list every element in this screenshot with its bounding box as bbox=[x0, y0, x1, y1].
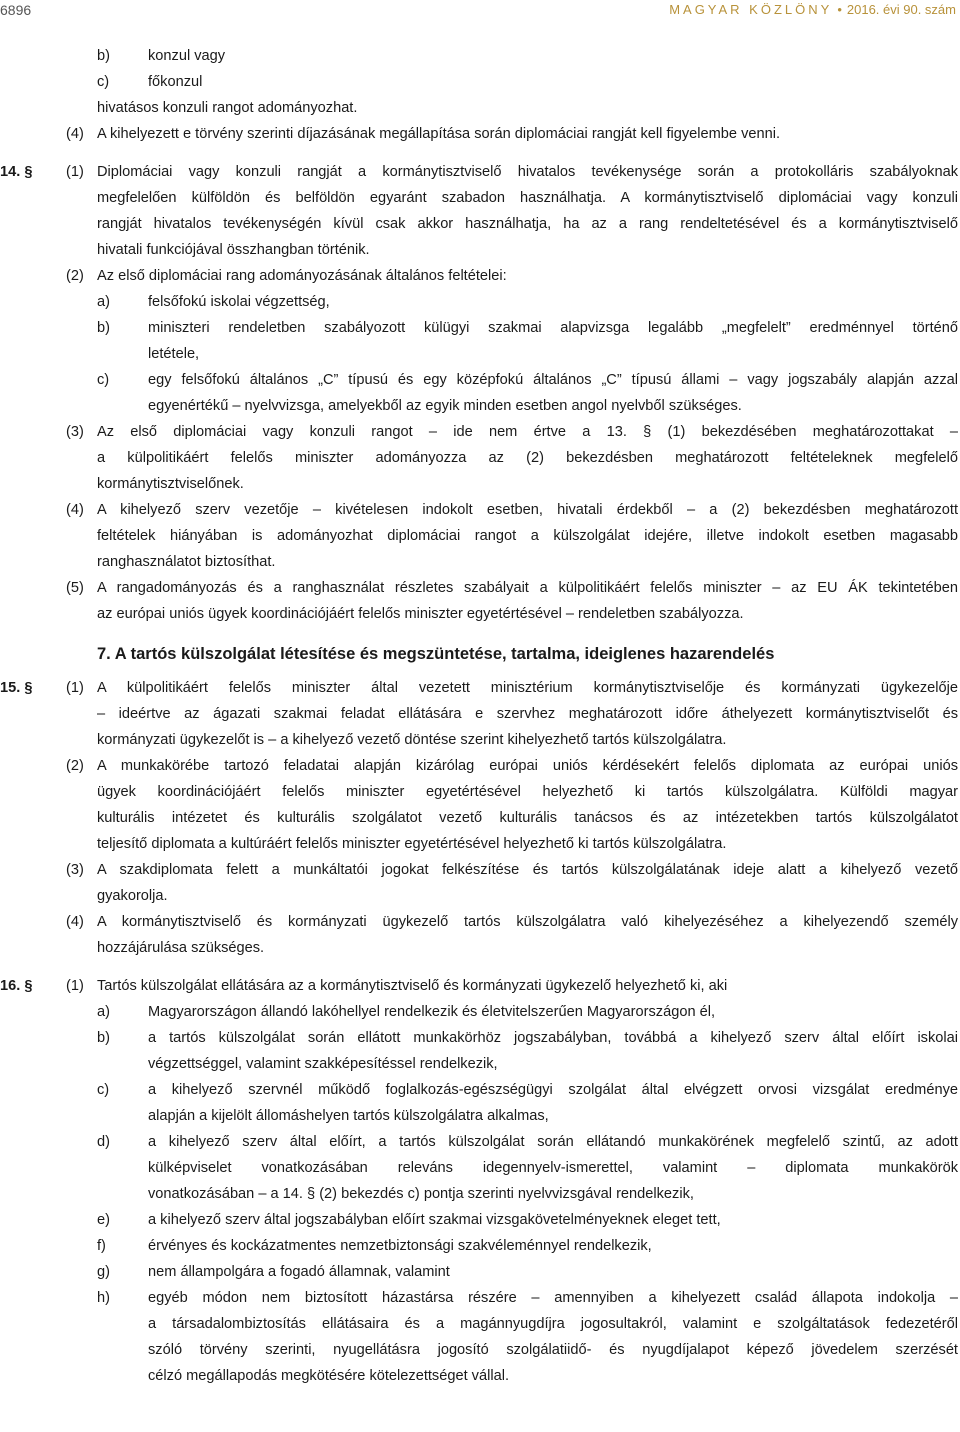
paragraph bbox=[0, 575, 958, 601]
text-line bbox=[0, 935, 958, 961]
item-text: egyenértékű – nyelvvizsga, amelyekből az egyik minden esetben angol nyelvből szükséges. bbox=[148, 398, 742, 414]
section-number: 14. § bbox=[0, 164, 33, 180]
list-item bbox=[0, 1129, 958, 1155]
paragraph-text: Az első diplomáciai vagy konzuli rangot – ide nem értve a 13. § (1) bekezdésében meghatározottakat – bbox=[97, 424, 958, 440]
paragraph-text: hivatásos konzuli rangot adományozhat. bbox=[97, 100, 358, 116]
item-letter: d) bbox=[97, 1134, 110, 1150]
document-body bbox=[0, 43, 958, 1389]
paragraph-text: kormányzati ügykezelőt is – a kihelyező vezető döntése szerint kihelyezhető tartós külszolgálatra. bbox=[97, 732, 727, 748]
paragraph bbox=[0, 753, 958, 779]
paragraph-text: ranghasználatot biztosíthat. bbox=[97, 554, 276, 570]
paragraph-text: teljesítő diplomata a kultúráért felelős miniszter egyetértésével helyezhető ki tartós külszolgálatra. bbox=[97, 836, 727, 852]
item-letter: a) bbox=[97, 294, 110, 310]
page-number: 6896 bbox=[0, 2, 32, 18]
item-text: Magyarországon állandó lakóhellyel rendelkezik és életvitelszerűen Magyarországon él, bbox=[148, 1004, 716, 1020]
list-item bbox=[0, 43, 958, 69]
item-text: letétele, bbox=[148, 346, 200, 362]
item-letter: c) bbox=[97, 1082, 110, 1098]
text-line bbox=[0, 727, 958, 753]
item-text: szóló törvény szerinti, nyugellátásra jogosító szolgálatiidő- és nyugdíjalapot képező jövedelem szerzését bbox=[148, 1342, 958, 1358]
text-line bbox=[0, 701, 958, 727]
text-line bbox=[0, 1155, 958, 1181]
item-text: főkonzul bbox=[148, 74, 203, 90]
paragraph-text: megfelelően külföldön és belföldön egyaránt szabadon használhatja. A kormánytisztviselő diplomáciai vagy konzuli bbox=[97, 190, 958, 206]
text-line bbox=[0, 1311, 958, 1337]
text-line bbox=[0, 341, 958, 367]
list-item bbox=[0, 1207, 958, 1233]
item-letter: g) bbox=[97, 1264, 110, 1280]
section-14 bbox=[0, 159, 958, 185]
item-text: a kihelyező szervnél működő foglalkozás-egészségügyi szolgálat által elvégzett orvosi vizsgálat eredménye bbox=[148, 1082, 958, 1098]
paragraph-text: – ideértve az ágazati szakmai feladat ellátására e szervhez meghatározott időre áthelyezett kormánytisztviselőt és bbox=[97, 706, 958, 722]
text-line bbox=[0, 805, 958, 831]
paragraph-text: A kihelyező szerv vezetője – kivételesen indokolt esetben, hivatali érdekből – a (2) bekezdésben meghatározott bbox=[97, 502, 958, 518]
item-letter: f) bbox=[97, 1238, 106, 1254]
item-text: konzul vagy bbox=[148, 48, 226, 64]
paragraph-text: Az első diplomáciai rang adományozásának általános feltételei: bbox=[97, 268, 507, 284]
paragraph-text: a külpolitikáért felelős miniszter adományozza az (2) bekezdésben meghatározott feltételeknek megfelelő bbox=[97, 450, 958, 466]
item-letter: c) bbox=[97, 372, 110, 388]
paragraph-number: (1) bbox=[66, 978, 84, 994]
text-line bbox=[0, 883, 958, 909]
list-item bbox=[0, 1025, 958, 1051]
item-letter: b) bbox=[97, 1030, 110, 1046]
paragraph bbox=[0, 909, 958, 935]
item-text: érvényes és kockázatmentes nemzetbiztonsági szakvéleménnyel rendelkezik, bbox=[148, 1238, 652, 1254]
paragraph-text: hozzájárulása szükséges. bbox=[97, 940, 265, 956]
text-line bbox=[0, 185, 958, 211]
paragraph bbox=[0, 497, 958, 523]
paragraph-text: feltételek hiányában is adományozhat diplomáciai rangot a külszolgálat idejére, illetve indokolt esetben magasabb bbox=[97, 528, 958, 544]
item-text: miniszteri rendeletben szabályozott külügyi szakmai alapvizsga legalább „megfelelt” eredménnyel történő bbox=[148, 320, 958, 336]
paragraph-text: ügyek koordinációjáért felelős miniszter egyetértésével helyezhető ki tartós külszolgálatra. Külföldi magyar bbox=[97, 784, 958, 800]
paragraph bbox=[0, 857, 958, 883]
item-letter: e) bbox=[97, 1212, 110, 1228]
paragraph bbox=[0, 121, 958, 147]
paragraph-text: kulturális intézetet és kulturális szolgálatot vezető kulturális tanácsos és az intézetekben tartós külszolgálatot bbox=[97, 810, 958, 826]
item-text: a kihelyező szerv által jogszabályban előírt szakmai vizsgakövetelményeknek eleget tett, bbox=[148, 1212, 721, 1228]
paragraph-number: (3) bbox=[66, 862, 84, 878]
paragraph-number: (3) bbox=[66, 424, 84, 440]
item-letter: c) bbox=[97, 74, 110, 90]
list-item bbox=[0, 1077, 958, 1103]
paragraph bbox=[0, 263, 958, 289]
paragraph-text: A külpolitikáért felelős miniszter által vezetett minisztérium kormánytisztviselője és kormányzati ügykezelője bbox=[97, 680, 958, 696]
list-item bbox=[0, 1233, 958, 1259]
bullet-separator: • bbox=[837, 2, 842, 17]
paragraph-number: (5) bbox=[66, 580, 84, 596]
paragraph-text: gyakorolja. bbox=[97, 888, 168, 904]
paragraph-number: (4) bbox=[66, 914, 84, 930]
paragraph-text: kormánytisztviselőnek. bbox=[97, 476, 244, 492]
paragraph-text: A kihelyezett e törvény szerinti díjazásának megállapítása során diplomáciai rangját kell figyelembe venni. bbox=[97, 126, 781, 142]
text-line bbox=[0, 523, 958, 549]
paragraph-number: (2) bbox=[66, 268, 84, 284]
list-item bbox=[0, 69, 958, 95]
text-line bbox=[0, 831, 958, 857]
paragraph-number: (4) bbox=[66, 502, 84, 518]
text-line bbox=[0, 1103, 958, 1129]
item-text: külképviselet vonatkozásában releváns idegennyelv-ismerettel, valamint – diplomata munkakörök bbox=[148, 1160, 958, 1176]
text-line bbox=[0, 393, 958, 419]
running-header bbox=[669, 2, 956, 17]
paragraph-number: (1) bbox=[66, 680, 84, 696]
paragraph-text: Tartós külszolgálat ellátására az a kormánytisztviselő és kormányzati ügykezelő helyezhető ki, aki bbox=[97, 978, 728, 994]
text-line bbox=[0, 1181, 958, 1207]
item-text: a kihelyező szerv által előírt, a tartós külszolgálat során ellátandó munkakörének megfelelő szintű, az adott bbox=[148, 1134, 958, 1150]
text-line bbox=[0, 1051, 958, 1077]
issue-label: 2016. évi 90. szám bbox=[846, 2, 956, 17]
list-item bbox=[0, 367, 958, 393]
paragraph-text: hivatali funkciójával összhangban történik. bbox=[97, 242, 370, 258]
item-text: a társadalombiztosítás ellátásaira és a magánnyugdíjra jogosultakról, valamint e szolgáltatások fedezetéről bbox=[148, 1316, 958, 1332]
paragraph-text: az európai uniós ügyek koordinációjáért felelős miniszter egyetértésével – rendeletben szabályozza. bbox=[97, 606, 744, 622]
item-letter: b) bbox=[97, 48, 110, 64]
item-letter: a) bbox=[97, 1004, 110, 1020]
paragraph-text: A munkakörébe tartozó feladatai alapján kizárólag európai uniós kérdésekért felelős diplomata az európai uniós bbox=[97, 758, 958, 774]
item-text: a tartós külszolgálat során ellátott munkakörhöz jogszabályban, továbbá a kihelyező szerv által előírt iskolai bbox=[148, 1030, 958, 1046]
publication-title: MAGYAR KÖZLÖNY bbox=[669, 2, 833, 17]
text-line bbox=[0, 549, 958, 575]
paragraph bbox=[0, 419, 958, 445]
text-line bbox=[0, 471, 958, 497]
text-line bbox=[0, 779, 958, 805]
text-line bbox=[0, 211, 958, 237]
paragraph-text: rangját hivatalos tevékenységén kívül csak akkor használhatja, ha az a rang rendeltetésével és a kormánytisztviselő bbox=[97, 216, 958, 232]
item-text: egyéb módon nem biztosított házastársa részére – amennyiben a kihelyezett család állapota indokolja – bbox=[148, 1290, 958, 1306]
text-line bbox=[0, 95, 958, 121]
paragraph-text: A kormánytisztviselő és kormányzati ügykezelő tartós külszolgálatra való kihelyezéséhez a kihelyezendő személy bbox=[97, 914, 958, 930]
text-line bbox=[0, 445, 958, 471]
paragraph-number: (1) bbox=[66, 164, 84, 180]
list-item bbox=[0, 1259, 958, 1285]
item-text: egy felsőfokú általános „C” típusú és egy középfokú általános „C” típusú állami – vagy jogszabály alapján azzal bbox=[148, 372, 958, 388]
item-letter: h) bbox=[97, 1290, 110, 1306]
list-item bbox=[0, 999, 958, 1025]
section-15 bbox=[0, 675, 958, 701]
text-line bbox=[0, 237, 958, 263]
list-item bbox=[0, 289, 958, 315]
item-text: végzettséggel, valamint szakképesítéssel rendelkezik, bbox=[148, 1056, 498, 1072]
text-line bbox=[0, 601, 958, 627]
item-letter: b) bbox=[97, 320, 110, 336]
paragraph-text: Diplomáciai vagy konzuli rangját a kormánytisztviselő hivatalos tevékenysége során a protokolláris szabályoknak bbox=[97, 164, 958, 180]
item-text: célzó megállapodás megkötésére kötelezettséget vállal. bbox=[148, 1368, 509, 1384]
paragraph-number: (4) bbox=[66, 126, 84, 142]
chapter-heading-line bbox=[0, 639, 958, 669]
item-text: felsőfokú iskolai végzettség, bbox=[148, 294, 330, 310]
section-16 bbox=[0, 973, 958, 999]
chapter-heading: 7. A tartós külszolgálat létesítése és megszüntetése, tartalma, ideiglenes hazarendelés bbox=[97, 645, 775, 663]
list-item bbox=[0, 1285, 958, 1311]
text-line bbox=[0, 1337, 958, 1363]
paragraph-text: A szakdiplomata felett a munkáltatói jogokat felkészítése és tartós külszolgálatának ideje alatt a kihelyező vezető bbox=[97, 862, 958, 878]
item-text: nem állampolgára a fogadó államnak, valamint bbox=[148, 1264, 450, 1280]
list-item bbox=[0, 315, 958, 341]
section-number: 16. § bbox=[0, 978, 33, 994]
paragraph-number: (2) bbox=[66, 758, 84, 774]
section-number: 15. § bbox=[0, 680, 33, 696]
item-text: vonatkozásában – a 14. § (2) bekezdés c) pontja szerinti nyelvvizsgával rendelkezik, bbox=[148, 1186, 694, 1202]
paragraph-text: A rangadományozás és a ranghasználat részletes szabályait a külpolitikáért felelős miniszter – az EU ÁK tekintetében bbox=[97, 580, 958, 596]
text-line bbox=[0, 1363, 958, 1389]
item-text: alapján a kijelölt állomáshelyen tartós külszolgálatra alkalmas, bbox=[148, 1108, 549, 1124]
